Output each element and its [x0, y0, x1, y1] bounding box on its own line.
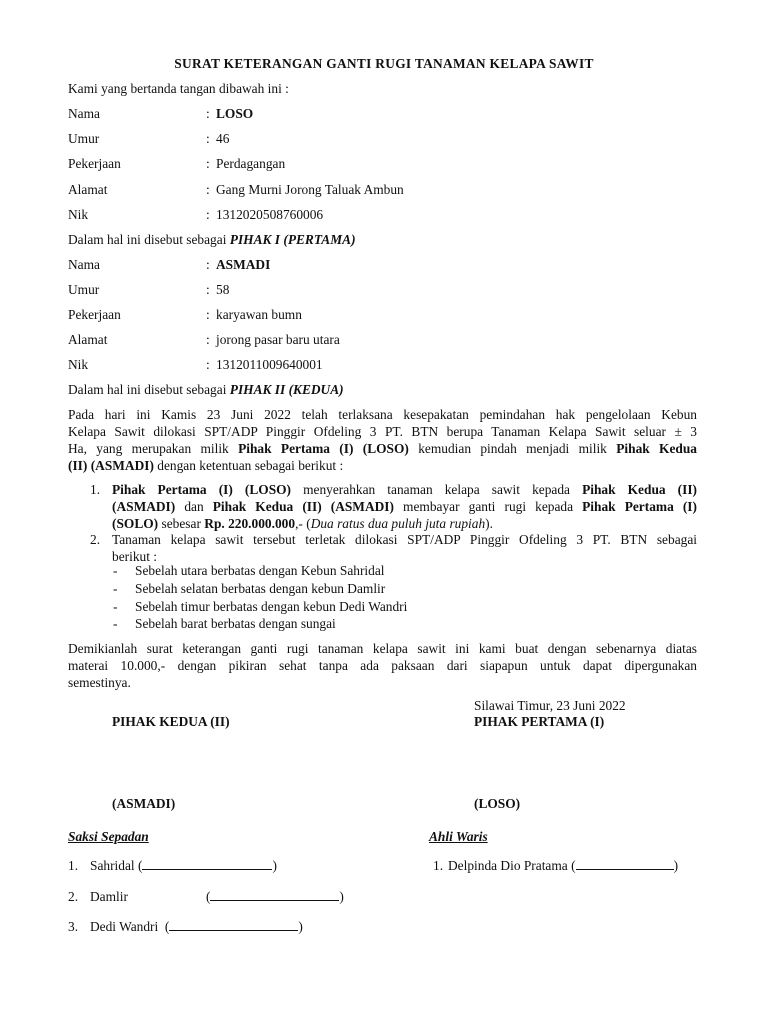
paren-close: ) — [339, 889, 344, 904]
field-colon: : — [206, 131, 210, 146]
party2-name-value: ASMADI — [216, 257, 271, 272]
designation-value: PIHAK II (KEDUA) — [229, 382, 344, 397]
party1-name-row — [68, 105, 708, 122]
text-run: Ha, yang merupakan milik — [68, 441, 229, 456]
witness-entry — [90, 888, 344, 905]
witness-heading-right: Ahli Waris — [429, 829, 488, 844]
witness-name: Dedi Wandri — [90, 919, 159, 934]
field-label: Alamat — [68, 332, 108, 347]
field-label: Nik — [68, 207, 89, 222]
item-line: Tanaman kelapa sawit tersebut terletak dilokasi SPT/ADP Pinggir Ofdeling 3 PT. BTN sebagai — [112, 532, 697, 547]
witness-number: 2. — [68, 889, 79, 904]
witness-entry — [90, 857, 277, 874]
field-label: Nama — [68, 106, 100, 121]
paragraph-line: Demikianlah surat keterangan ganti rugi tanaman kelapa sawit ini kami buat dengan sebenarnya diatas — [68, 641, 697, 656]
bullet-dash: - — [113, 563, 118, 578]
field-colon: : — [206, 282, 210, 297]
signature-name-left: (ASMADI) — [112, 796, 176, 811]
text-run-bold: Pihak Kedua (II) (ASMADI) — [212, 499, 394, 514]
field-colon: : — [206, 307, 210, 322]
field-label: Umur — [68, 282, 100, 297]
border-item: Sebelah barat berbatas dengan sungai — [135, 616, 336, 631]
party1-job-value: Perdagangan — [216, 156, 286, 171]
party2-address-value: jorong pasar baru utara — [216, 332, 340, 347]
agreement-paragraph — [68, 406, 697, 474]
paren-open: ( — [164, 919, 170, 934]
text-run-bold: Pihak Kedua (II) — [582, 482, 697, 497]
witness-number: 1. — [433, 858, 444, 873]
amount-value: Rp. 220.000.000 — [204, 516, 296, 531]
list-number: 2. — [90, 532, 101, 547]
paragraph-line — [68, 440, 697, 457]
paragraph-line — [68, 457, 697, 474]
party2-address-row — [68, 331, 708, 348]
signature-line — [169, 918, 298, 931]
bullet-dash: - — [113, 581, 118, 596]
paren-close: ) — [272, 858, 277, 873]
item-line — [112, 481, 697, 498]
bullet-dash: - — [113, 616, 118, 631]
paragraph-line: Kelapa Sawit dilokasi SPT/ADP Pinggir Ofdeling 3 PT. BTN berupa Tanaman Kelapa Sawit seluar ± 3 — [68, 424, 697, 439]
party1-designation — [68, 231, 356, 248]
signature-name-right: (LOSO) — [474, 796, 521, 811]
party1-nik-value: 1312020508760006 — [216, 207, 324, 222]
text-run-bold: Pihak Pertama (I) (LOSO) — [238, 441, 409, 456]
signature-line — [576, 857, 674, 870]
text-run: menyerahkan tanaman kelapa sawit kepada — [303, 482, 570, 497]
text-run: ). — [485, 516, 493, 531]
paren-close: ) — [673, 858, 679, 873]
party1-address-value: Gang Murni Jorong Taluak Ambun — [216, 182, 404, 197]
field-colon: : — [206, 156, 210, 171]
field-colon: : — [206, 357, 210, 372]
party1-name-value: LOSO — [216, 106, 254, 121]
text-run: dan — [184, 499, 204, 514]
field-label: Alamat — [68, 182, 108, 197]
border-item: Sebelah utara berbatas dengan Kebun Sahridal — [135, 563, 385, 578]
field-colon: : — [206, 182, 210, 197]
witness-heading-left: Saksi Sepadan — [68, 829, 149, 844]
text-run-bold: (ASMADI) — [112, 499, 176, 514]
amount-in-words: Dua ratus dua puluh juta rupiah — [310, 516, 486, 531]
text-run: membayar ganti rugi kepada — [403, 499, 574, 514]
intro-text: Kami yang bertanda tangan dibawah ini : — [68, 81, 289, 96]
place-date: Silawai Timur, 23 Juni 2022 — [474, 698, 626, 713]
witness-entry — [90, 918, 303, 935]
designation-prefix: Dalam hal ini disebut sebagai — [68, 382, 227, 397]
list-item — [112, 481, 697, 532]
field-label: Pekerjaan — [68, 307, 121, 322]
field-label: Pekerjaan — [68, 156, 121, 171]
text-run-bold: (SOLO) — [112, 516, 159, 531]
party1-address-row — [68, 181, 708, 198]
party1-nik-row — [68, 206, 708, 223]
party2-designation — [68, 381, 344, 398]
party1-job-row — [68, 155, 708, 172]
signature-line — [142, 857, 272, 870]
witness-entry — [448, 857, 678, 874]
list-item — [112, 531, 697, 565]
party2-job-value: karyawan bumn — [216, 307, 302, 322]
text-run: sebesar — [161, 516, 201, 531]
paren-open: ( — [205, 889, 211, 904]
signature-title-left: PIHAK KEDUA (II) — [112, 714, 230, 729]
field-colon: : — [206, 257, 210, 272]
field-colon: : — [206, 332, 210, 347]
witness-number: 3. — [68, 919, 79, 934]
paren-open: ( — [137, 858, 143, 873]
closing-paragraph — [68, 640, 697, 691]
border-item: Sebelah selatan berbatas dengan kebun Damlir — [135, 581, 386, 596]
item-line: berikut : — [112, 549, 157, 564]
text-run-bold: Pihak Pertama (I) — [582, 499, 697, 514]
text-run: kemudian pindah menjadi milik — [418, 441, 607, 456]
designation-prefix: Dalam hal ini disebut sebagai — [68, 232, 227, 247]
field-label: Nama — [68, 257, 100, 272]
party1-age-value: 46 — [216, 131, 230, 146]
party2-name-row — [68, 256, 708, 273]
field-label: Umur — [68, 131, 100, 146]
witness-name: Delpinda Dio Pratama — [448, 858, 568, 873]
document-title: SURAT KETERANGAN GANTI RUGI TANAMAN KELAPA SAWIT — [174, 56, 594, 71]
party2-nik-value: 1312011009640001 — [216, 357, 323, 372]
item-line — [112, 498, 697, 515]
paragraph-line: Pada hari ini Kamis 23 Juni 2022 telah terlaksana kesepakatan pemindahan hak pengelolaan Kebun — [68, 407, 697, 422]
witness-name: Damlir — [90, 889, 128, 904]
witness-number: 1. — [68, 858, 79, 873]
witness-name: Sahridal — [90, 858, 135, 873]
list-number: 1. — [90, 482, 101, 497]
party2-nik-row — [68, 356, 708, 373]
field-colon: : — [206, 106, 210, 121]
border-item: Sebelah timur berbatas dengan kebun Dedi Wandri — [135, 599, 408, 614]
text-run-bold: Pihak Pertama (I) (LOSO) — [112, 482, 292, 497]
text-run-bold: Pihak Kedua — [616, 441, 697, 456]
paragraph-line: materai 10.000,- dengan pikiran sehat tanpa ada paksaan dari siapapun untuk dapat dipergunakan — [68, 658, 697, 673]
designation-value: PIHAK I (PERTAMA) — [229, 232, 356, 247]
party2-job-row — [68, 306, 708, 323]
paragraph-line: semestinya. — [68, 675, 131, 690]
text-run: dengan ketentuan sebagai berikut : — [157, 458, 344, 473]
signature-line — [210, 888, 339, 901]
text-run: ,- ( — [295, 516, 311, 531]
signature-title-right: PIHAK PERTAMA (I) — [474, 714, 605, 729]
item-line — [112, 515, 697, 532]
paren-close: ) — [298, 919, 303, 934]
bullet-dash: - — [113, 599, 118, 614]
paren-open: ( — [571, 858, 576, 873]
party1-age-row — [68, 130, 708, 147]
party2-age-value: 58 — [216, 282, 230, 297]
field-colon: : — [206, 207, 210, 222]
party2-age-row — [68, 281, 708, 298]
text-run-bold: (II) (ASMADI) — [68, 458, 154, 473]
field-label: Nik — [68, 357, 89, 372]
